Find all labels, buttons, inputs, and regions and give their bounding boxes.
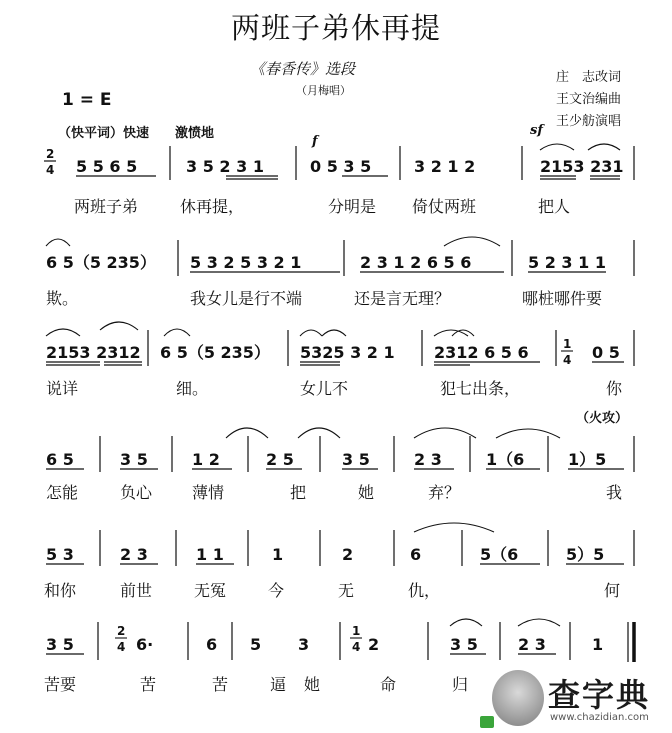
note-group: 1（6	[486, 450, 525, 469]
time-sig-change-bottom: 4	[563, 353, 572, 367]
lyric: 苦	[140, 675, 157, 694]
lyric: 命	[380, 675, 397, 694]
slur	[450, 619, 482, 626]
note-group: 5 2 3 1 1	[528, 253, 606, 272]
note-group: 1 2	[192, 450, 220, 469]
slur	[300, 330, 322, 336]
note-group: 0 5	[592, 343, 620, 362]
lyric: 苦要	[44, 675, 77, 694]
slur	[100, 322, 138, 330]
lyric: 休再提，	[180, 197, 245, 216]
note-group: 5 3	[46, 545, 74, 564]
slur	[518, 619, 560, 626]
lyric: 分明是	[328, 197, 377, 216]
lyric: 无冤	[194, 581, 227, 600]
note-group: 6 5（5 235）	[160, 343, 270, 362]
lyric: 她	[358, 483, 375, 502]
note-group: 2 3 1 2 6 5 6	[360, 253, 472, 272]
lyric: 你	[606, 379, 623, 398]
lyricist-credit: 庄 志改词	[556, 70, 622, 85]
lyric: 苦	[212, 675, 229, 694]
note-group: 1）5	[568, 450, 607, 469]
slur	[226, 428, 268, 438]
note-group: 6·	[136, 635, 154, 654]
time-sig-bottom: 4	[46, 163, 55, 177]
lyric: 何	[604, 581, 621, 600]
note-group: 2 3	[414, 450, 442, 469]
lyric: 归	[452, 675, 469, 694]
note-group: 2	[368, 635, 380, 654]
lyric: 犯七出条，	[440, 379, 521, 398]
lyric: 把人	[538, 197, 571, 216]
note-group: 2 3	[120, 545, 148, 564]
note-group: 6 5	[46, 450, 74, 469]
arranger-credit: 王文治编曲	[556, 92, 622, 107]
note-group: 3 5	[342, 450, 370, 469]
slur	[322, 330, 346, 336]
slur	[434, 330, 468, 336]
time-sig-top: 2	[46, 147, 55, 161]
time-sig-change3-top: 1	[352, 624, 361, 638]
time-sig-change3-bottom: 4	[352, 640, 361, 654]
performer-credit: 王少舫演唱	[556, 114, 622, 129]
slur	[414, 523, 494, 532]
forte-mark: f	[312, 134, 318, 149]
lyric: 无	[338, 581, 355, 600]
note-group: 3 5	[450, 635, 478, 654]
note-group: 6	[410, 545, 422, 564]
note-group: 0 5 3 5	[310, 157, 372, 176]
note-group: 6	[206, 635, 218, 654]
slur	[298, 428, 340, 438]
note-group: 2	[342, 545, 354, 564]
slur	[496, 429, 560, 438]
watermark	[478, 664, 672, 733]
slur	[164, 329, 190, 336]
time-sig-change2-top: 2	[117, 624, 126, 638]
lyric: 欺。	[46, 289, 79, 308]
note-group: 2153 231	[540, 157, 624, 176]
slur	[444, 237, 500, 246]
lyric: 把	[290, 483, 307, 502]
tempo-marking: （快平词）快速 激愤地	[58, 126, 215, 141]
lyric: 弃？	[428, 483, 461, 502]
note-group: 3 5	[46, 635, 74, 654]
slur	[540, 144, 574, 150]
slur	[588, 144, 620, 150]
lyric: 负心	[120, 483, 153, 502]
lyric: 今	[268, 581, 285, 600]
note-group: 3 5 2 3 1	[186, 157, 264, 176]
note-group: 2 3	[518, 635, 546, 654]
lyric: 她	[304, 675, 321, 694]
key-signature: 1 = E	[62, 90, 112, 110]
lyric: 我	[606, 483, 623, 502]
watermark-brand: 查字典	[548, 676, 651, 714]
note-group: 1	[592, 635, 604, 654]
note-group: 3 2 1 2	[414, 157, 476, 176]
slur	[46, 239, 70, 246]
watermark-mascot-icon	[492, 670, 544, 726]
lyric: 仇，	[408, 581, 441, 600]
watermark-corner	[480, 716, 494, 728]
sforzando-mark: sf	[530, 123, 543, 138]
lyric: 前世	[120, 581, 153, 600]
lyric: 薄情	[192, 483, 225, 502]
lyric: 逼	[270, 675, 287, 694]
score-subtitle: 《春香传》选段	[250, 60, 356, 78]
note-group: 5	[250, 635, 262, 654]
lyric: 还是言无理？	[354, 289, 451, 308]
lyric: 女儿不	[300, 379, 349, 398]
note-group: 3 5	[120, 450, 148, 469]
note-group: 5）5	[566, 545, 605, 564]
time-sig-change2-bottom: 4	[117, 640, 126, 654]
lyric: 我女儿是行不端	[190, 289, 303, 308]
slur	[46, 329, 80, 336]
watermark-url: www.chazidian.com	[550, 712, 649, 723]
singer-note: （月梅唱）	[296, 84, 351, 97]
section-label: （火攻）	[576, 411, 629, 426]
lyric: 细。	[176, 379, 209, 398]
note-group: 2 5	[266, 450, 294, 469]
time-sig-change-top: 1	[563, 337, 572, 351]
note-group: 6 5（5 235）	[46, 253, 156, 272]
lyric: 哪桩哪件要	[522, 289, 603, 308]
note-group: 5 5 6 5	[76, 157, 138, 176]
lyric: 和你	[44, 581, 77, 600]
note-group: 3	[298, 635, 310, 654]
lyric: 说详	[46, 379, 79, 398]
note-group: 2312 6 5 6	[434, 343, 529, 362]
note-group: 1 1	[196, 545, 224, 564]
score-title: 两班子弟休再提	[230, 11, 441, 45]
note-group: 5 3 2 5 3 2 1	[190, 253, 302, 272]
note-group: 1	[272, 545, 284, 564]
lyric: 倚仗两班	[412, 197, 477, 216]
slur	[414, 428, 476, 438]
note-group: 5（6	[480, 545, 519, 564]
note-group: 5325 3 2 1	[300, 343, 395, 362]
note-group: 2153 2312	[46, 343, 141, 362]
lyric: 两班子弟	[74, 197, 139, 216]
lyric: 怎能	[46, 483, 79, 502]
